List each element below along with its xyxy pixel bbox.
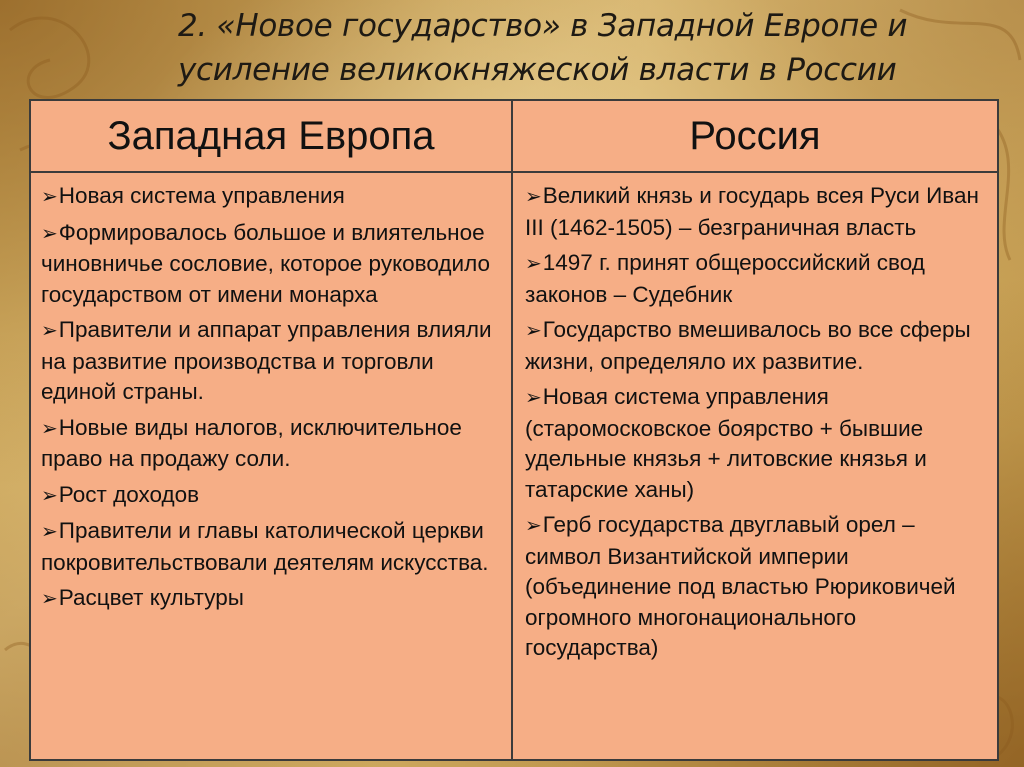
arrow-bullet-icon: ➢: [525, 515, 542, 537]
list-item: ➢Расцвет культуры: [41, 585, 244, 610]
list-item: ➢Рост доходов: [41, 481, 200, 507]
russia-cell: [512, 172, 998, 760]
arrow-bullet-icon: ➢: [41, 588, 58, 610]
arrow-bullet-icon: ➢: [41, 320, 58, 342]
western-europe-cell: [30, 172, 512, 760]
list-item: ➢Государство вмешивалось во все сферы жизни, определяло их развитие.: [525, 317, 971, 374]
arrow-bullet-icon: ➢: [41, 417, 58, 440]
list-item: ➢Герб государства двуглавый орел – символ Византийской империи (объединение под властью Рюриковичей огромного многонационального государства): [525, 512, 956, 660]
list-item: ➢Великий князь и государь всея Руси Иван III (1462-1505) – безграничная власть: [525, 183, 979, 240]
comparison-table: [29, 99, 999, 761]
list-item: ➢1497 г. принят общероссийский свод законов – Судебник: [525, 250, 925, 307]
list-item: ➢Правители и главы католической церкви покровительствовали деятелям искусства.: [41, 518, 489, 575]
list-item: ➢Новые виды налогов, исключительное право на продажу соли.: [41, 414, 462, 471]
header-western-europe: Западная Европа: [30, 100, 512, 172]
arrow-bullet-icon: ➢: [41, 186, 58, 208]
table-body-row: [30, 172, 998, 760]
list-item: ➢Новая система управления: [41, 183, 345, 208]
arrow-bullet-icon: ➢: [41, 222, 58, 245]
table-header-row: [30, 100, 998, 172]
header-russia: Россия: [512, 100, 998, 172]
arrow-bullet-icon: ➢: [525, 320, 542, 342]
arrow-bullet-icon: ➢: [525, 387, 542, 409]
arrow-bullet-icon: ➢: [525, 253, 542, 275]
arrow-bullet-icon: ➢: [41, 521, 58, 543]
arrow-bullet-icon: ➢: [41, 484, 58, 507]
arrow-bullet-icon: ➢: [525, 186, 542, 208]
list-item: ➢Правители и аппарат управления влияли на развитие производства и торговли единой страны.: [41, 317, 492, 404]
list-item: ➢Формировалось большое и влиятельное чиновничье сословие, которое руководило государством от имени монарха: [41, 219, 490, 307]
list-item: ➢Новая система управления (старомосковское боярство + бывшие удельные князья + литовские князья и татарские ханы): [525, 384, 927, 502]
slide-title: 2. «Новое государство» в Западной Европе и усиление великокняжеской власти в России: [178, 8, 908, 88]
